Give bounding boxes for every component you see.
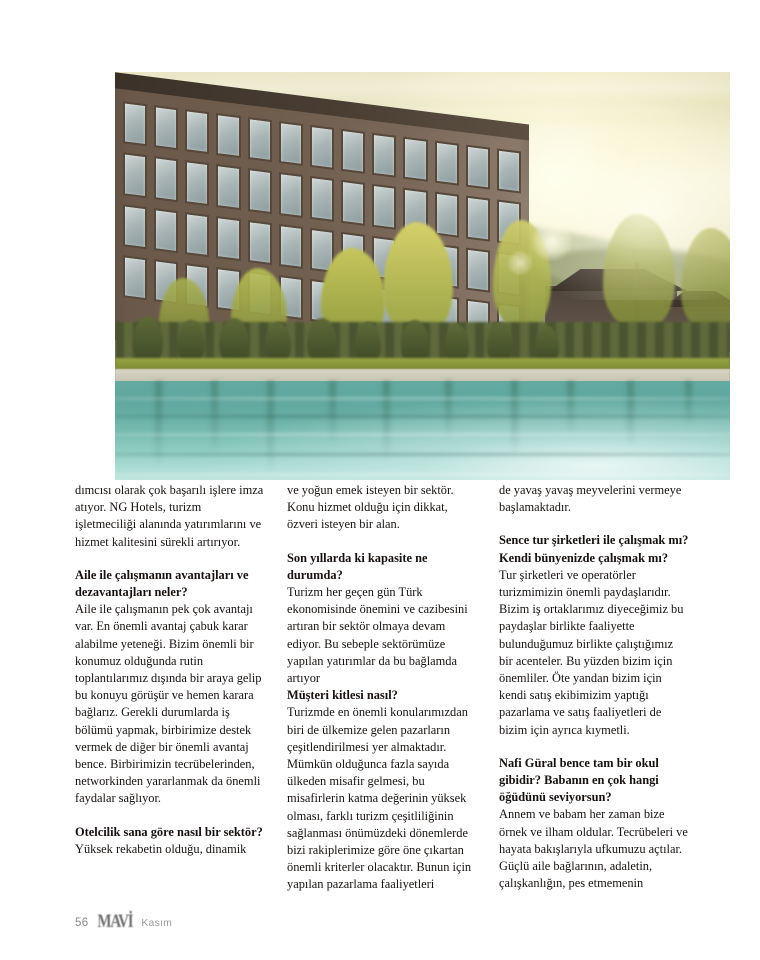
window <box>372 133 396 178</box>
hotel-exterior-with-pool-photo <box>115 72 730 480</box>
question-heading: Aile ile çalışmanın avantajları ve dezavantajları neler? <box>75 567 249 600</box>
window <box>123 255 147 300</box>
paragraph: Turizm her geçen gün Türk ekonomisinde önemini ve cazibesini artıran bir sektör olmaya devam ediyor. Bu sebeple sektörümüze yapılan yatırımlar da bu bağlamda artıyor <box>287 585 468 686</box>
photo-stage <box>115 72 730 480</box>
article-body <box>75 482 690 894</box>
window <box>216 216 240 261</box>
window <box>154 105 178 150</box>
page-footer <box>75 911 173 932</box>
window <box>310 176 334 221</box>
window <box>185 160 209 205</box>
pool-reflection <box>685 381 692 427</box>
question-heading: Nafi Güral bence tam bir okul gibidir? Babanın en çok hangi öğüdünü seviyorsun? <box>499 755 659 805</box>
window <box>310 125 334 170</box>
window <box>466 145 490 190</box>
text-column-1 <box>75 482 265 894</box>
water-ripple <box>115 473 730 476</box>
water-ripple <box>115 453 730 456</box>
window <box>279 223 303 268</box>
window <box>154 208 178 253</box>
window <box>341 180 365 225</box>
window <box>403 137 427 182</box>
question-heading: Otelcilik sana göre nasıl bir sektör? <box>75 824 263 839</box>
window <box>466 196 490 241</box>
pool-reflection <box>267 381 274 473</box>
paragraph: Yüksek rekabetin olduğu, dinamik <box>75 841 247 856</box>
folio-page-number: 56 <box>75 916 89 929</box>
water-ripple <box>115 397 730 400</box>
window <box>279 172 303 217</box>
window <box>435 192 459 237</box>
pool-reflection <box>383 381 390 461</box>
pool-reflection <box>627 381 634 447</box>
swimming-pool <box>115 381 730 480</box>
window <box>154 156 178 201</box>
window <box>248 117 272 162</box>
water-ripple <box>115 415 730 418</box>
pool-reflection <box>445 381 452 439</box>
paragraph: dımcısı olarak çok başarılı işlere imza atıyor. NG Hotels, turizm işletmeciliği alanında yatırımlarını ve hizmet kalitesini sürekli artırıyor. <box>75 483 264 549</box>
paragraph: Tur şirketleri ve operatörler turizmimizin önemli paydaşlarıdır. Bizim iş ortaklarımız diyeceğimiz bu paydaşlar birlikte faaliyette bulunduğumuz birlikte çalıştığımız bir acenteler. Bu yüzden bizim için önemliler. Öte yandan bizim için kendi satış ekibimizim yaptığı pazarlama ve satış faaliyetleri de bizim için ayrıca kıymetli. <box>499 567 684 737</box>
window <box>216 164 240 209</box>
text-column-2 <box>287 482 477 894</box>
paragraph: Annem ve babam her zaman bize örnek ve ilham oldular. Tecrübeleri ve hayata bakışlarıyla ufkumuzu açtılar. Güçlü aile bağlarının, adaletin, çalışkanlığın, pes etmemenin <box>499 807 688 891</box>
window <box>466 247 490 292</box>
window <box>216 113 240 158</box>
window <box>185 212 209 257</box>
question-heading: Müşteri kitlesi nasıl? <box>287 688 398 703</box>
question-heading: Son yıllarda ki kapasite ne durumda? <box>287 550 428 582</box>
text-column-3 <box>499 482 689 894</box>
paragraph: Aile ile çalışmanın pek çok avantajı var. En önemli avantaj çabuk karar alabilme yeteneği. Bizim önemli bir konumuz olduğunda rutin toplantılarımız dışında bir araya gelip bu konuyu görüşür ve hemen karara bağlarız. Gerekli durumlarda iş bölümü yapmak, birbirimize destek vermek de diğer bir önemli avantaj bence. Birbirimizin tecrübelerinden, networkinden yararlanmak da önemli faydalar sağlıyor. <box>75 602 262 806</box>
window <box>123 153 147 198</box>
window <box>123 204 147 249</box>
window <box>435 141 459 186</box>
window <box>372 184 396 229</box>
window <box>279 121 303 166</box>
window <box>185 109 209 154</box>
issue-month-label: Kasım <box>141 916 173 929</box>
magazine-masthead-logo: MAVİ <box>97 911 133 932</box>
window <box>123 101 147 146</box>
paragraph: ve yoğun emek isteyen bir sektör. Konu hizmet olduğu için dikkat, özveri isteyen bir alan. <box>287 483 454 532</box>
water-ripple <box>115 433 730 436</box>
window <box>248 220 272 265</box>
pool-reflection <box>511 381 518 455</box>
window <box>341 129 365 174</box>
question-heading: Sence tur şirketleri ile çalışmak mı? Kendi bünyenizde çalışmak mı? <box>499 533 689 565</box>
paragraph: de yavaş yavaş meyvelerini vermeye başlamaktadır. <box>499 483 682 515</box>
shrub <box>133 316 163 364</box>
window <box>497 148 521 193</box>
paragraph: Turizmde en önemli konularımızdan biri de ülkemize gelen pazarların çeşitlendirilmesi yer almaktadır. Mümkün olduğunca fazla sayıda ülkeden misafir gelmesi, bu misafirlerin katma değerinin yüksek olması, farklı turizm çeşitliliğinin sağlanması önümüzdeki dönemlerde bizi rakiplerimize göre öne çıkartan önemli kriterler olacaktır. Bunun için yapılan pazarlama faaliyetleri <box>287 705 472 892</box>
pool-reflection <box>567 381 574 433</box>
window <box>248 168 272 213</box>
